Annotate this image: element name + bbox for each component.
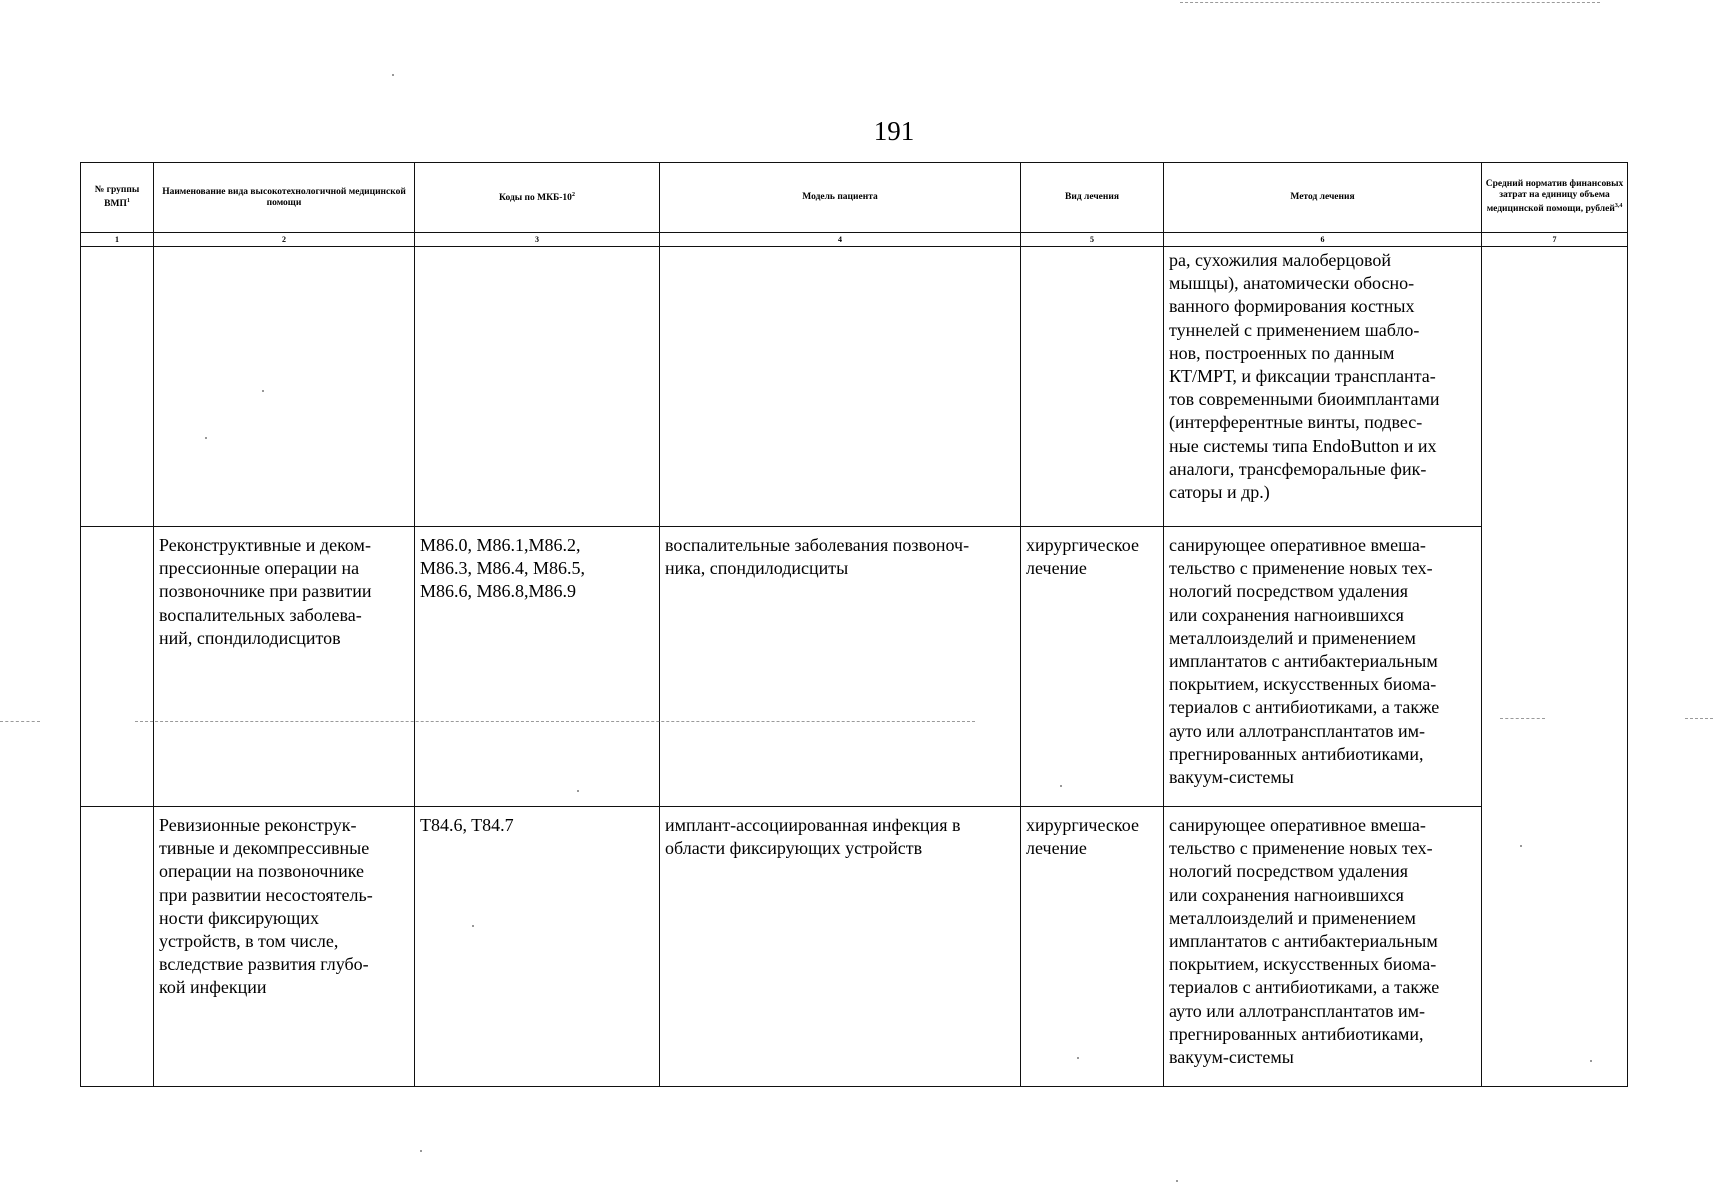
group-number-cell [81, 527, 154, 807]
scan-artifact [1590, 1060, 1592, 1062]
care-name-cell: Реконструктивные и деком- прессионные операции на позвоночнике при развитии воспалительных заболева- ний, спондилодисцитов [154, 527, 415, 807]
scan-artifact [205, 437, 207, 439]
header-cost-norm: Средний норматив финансовых затрат на единицу объема медицинской помощи, рублей$^{3,4}$ [1482, 163, 1628, 233]
treatment-method-cell: ра, сухожилия малоберцовой мышцы), анатомически обосно- ванного формирования костных туннелей с применением шабло- нов, построенных по данным КТ/МРТ, и фиксации транспланта- тов современными биоимплантами (интерферентные винты, подвес- ные системы типа EndoButton и их аналоги, трансфеморальные фик- саторы и др.) [1164, 247, 1482, 527]
vmp-table [80, 162, 1628, 1087]
header-care-name: Наименование вида высокотехнологичной медицинской помощи [154, 163, 415, 233]
column-number-row [81, 233, 1628, 247]
column-number: 1 [81, 233, 154, 247]
cost-norm-cell [1482, 807, 1628, 1087]
patient-model-cell: имплант-ассоциированная инфекция в области фиксирующих устройств [660, 807, 1021, 1087]
treatment-type-cell: хирургическое лечение [1021, 807, 1164, 1087]
treatment-method-cell: санирующее оперативное вмеша- тельство с применение новых тех- нологий посредством удаления или сохранения нагноившихся металлоизделий и применением имплантатов с антибактериальным покрытием, искусственных биома- териалов с антибиотиками, а также ауто или аллотрансплантатов им- прегнированных антибиотиками, вакуум-системы [1164, 807, 1482, 1087]
scan-artifact [1500, 718, 1545, 719]
scan-artifact [1176, 1180, 1178, 1182]
scan-artifact [472, 925, 474, 927]
scan-artifact [262, 390, 264, 392]
care-name-cell: Ревизионные реконструк- тивные и декомпрессивные операции на позвоночнике при развитии несостоятель- ности фиксирующих устройств, в том числе, вследствие развития глубо- кой инфекции [154, 807, 415, 1087]
scan-artifact [1077, 1057, 1079, 1059]
page-number: 191 [873, 116, 915, 146]
group-number-cell [81, 247, 154, 527]
header-treatment-method: Метод лечения [1164, 163, 1482, 233]
header-row [81, 163, 1628, 233]
patient-model-cell: воспалительные заболевания позвоноч- ника, спондилодисциты [660, 527, 1021, 807]
icd-codes-cell: M86.0, M86.1,M86.2, M86.3, M86.4, M86.5, M86.6, M86.8,M86.9 [415, 527, 660, 807]
cost-norm-cell [1482, 247, 1628, 527]
table-row [81, 807, 1628, 1087]
header-group-number: № группы ВМП$^1$ [81, 163, 154, 233]
treatment-type-cell: хирургическое лечение [1021, 527, 1164, 807]
table-row [81, 247, 1628, 527]
scan-artifact [1180, 2, 1600, 3]
scan-artifact [420, 1150, 422, 1152]
column-number: 2 [154, 233, 415, 247]
icd-codes-cell: T84.6, T84.7 [415, 807, 660, 1087]
scan-artifact [392, 74, 394, 76]
column-number: 4 [660, 233, 1021, 247]
treatment-type-cell [1021, 247, 1164, 527]
scan-artifact [577, 790, 579, 792]
column-number: 7 [1482, 233, 1628, 247]
header-patient-model: Модель пациента [660, 163, 1021, 233]
column-number: 3 [415, 233, 660, 247]
care-name-cell [154, 247, 415, 527]
scan-artifact [1520, 845, 1522, 847]
scan-artifact [1685, 718, 1713, 719]
scan-artifact [0, 721, 40, 722]
table-row [81, 527, 1628, 807]
scan-artifact [135, 721, 975, 722]
treatment-method-cell: санирующее оперативное вмеша- тельство с применение новых тех- нологий посредством удаления или сохранения нагноившихся металлоизделий и применением имплантатов с антибактериальным покрытием, искусственных биома- териалов с антибиотиками, а также ауто или аллотрансплантатов им- прегнированных антибиотиками, вакуум-системы [1164, 527, 1482, 807]
column-number: 5 [1021, 233, 1164, 247]
group-number-cell [81, 807, 154, 1087]
column-number: 6 [1164, 233, 1482, 247]
scan-artifact [1060, 785, 1062, 787]
patient-model-cell [660, 247, 1021, 527]
cost-norm-cell [1482, 527, 1628, 807]
icd-codes-cell [415, 247, 660, 527]
header-treatment-type: Вид лечения [1021, 163, 1164, 233]
header-icd-codes: Коды по МКБ-$10^2$ [415, 163, 660, 233]
